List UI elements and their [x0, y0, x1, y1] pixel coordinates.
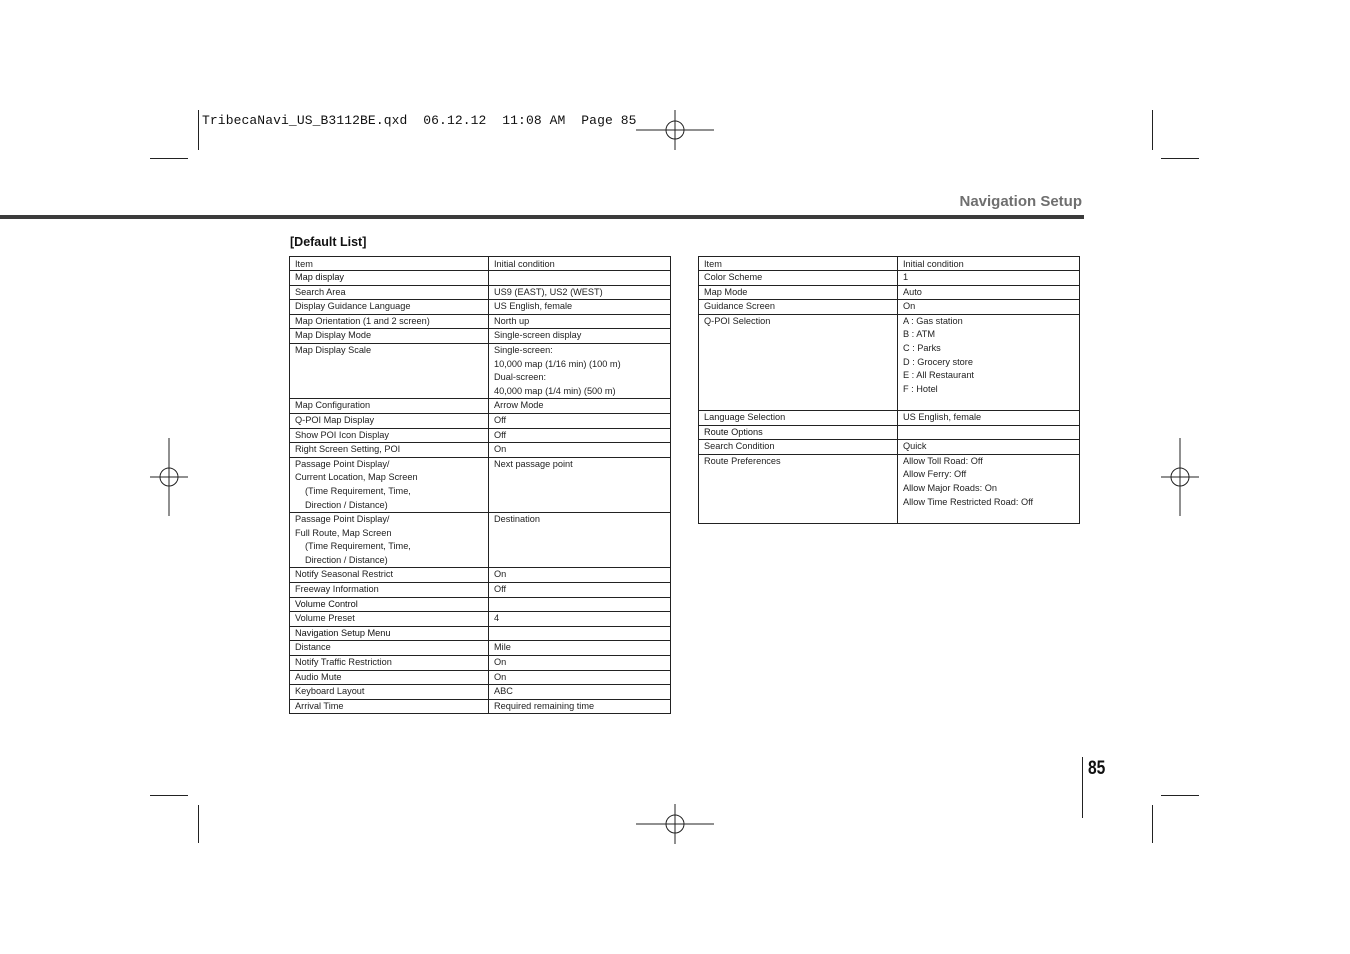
item-text: Show POI Icon Display — [295, 429, 389, 440]
table-row — [290, 443, 671, 458]
item-text: Navigation Setup Menu — [295, 627, 391, 638]
item-text: Display Guidance Language — [295, 301, 411, 312]
item-text: Notify Seasonal Restrict — [295, 569, 394, 580]
initial-condition-text — [494, 499, 665, 513]
column-header-initial-condition: Initial condition — [898, 257, 1080, 271]
initial-condition-text: On — [494, 657, 507, 668]
initial-condition-text: C : Parks — [903, 342, 941, 353]
crop-mark — [198, 805, 199, 843]
item-cell — [699, 285, 898, 300]
item-text — [704, 509, 892, 523]
initial-condition-cell — [489, 656, 671, 671]
item-cell — [290, 428, 489, 443]
table-row — [290, 626, 671, 641]
initial-condition-text — [494, 540, 665, 554]
page-number: 85 — [1088, 758, 1106, 779]
item-cell — [699, 271, 898, 286]
initial-condition-cell — [898, 300, 1080, 315]
initial-condition-text: A : Gas station — [903, 315, 963, 326]
table-row — [699, 440, 1080, 455]
initial-condition-text: F : Hotel — [903, 383, 938, 394]
item-text: Full Route, Map Screen — [295, 527, 392, 538]
initial-condition-text: US9 (EAST), US2 (WEST) — [494, 286, 603, 297]
table-row — [699, 300, 1080, 315]
default-list-heading: [Default List] — [290, 235, 367, 249]
initial-condition-text — [903, 509, 1074, 523]
initial-condition-cell — [489, 457, 671, 512]
table-row — [290, 413, 671, 428]
registration-mark-left — [150, 438, 188, 516]
initial-condition-cell — [489, 300, 671, 315]
initial-condition-cell — [489, 343, 671, 398]
initial-condition-text: Auto — [903, 286, 922, 297]
initial-condition-text: ABC — [494, 686, 513, 697]
initial-condition-text: Off — [494, 414, 507, 425]
item-cell — [699, 314, 898, 410]
table-group — [699, 271, 1080, 426]
item-cell — [290, 699, 489, 714]
initial-condition-text: On — [494, 671, 507, 682]
item-text: Guidance Screen — [704, 301, 775, 312]
initial-condition-cell — [489, 329, 671, 344]
initial-condition-text: 40,000 map (1/4 min) (500 m) — [494, 385, 616, 396]
initial-condition-text: Single-screen: — [494, 344, 553, 355]
item-text: (Time Requirement, Time, — [305, 541, 411, 552]
item-text: Direction / Distance) — [305, 499, 388, 510]
item-cell — [290, 285, 489, 300]
initial-condition-text: Destination — [494, 514, 540, 525]
item-text: Color Scheme — [704, 272, 763, 282]
item-text: Volume Control — [295, 598, 358, 609]
initial-condition-text: Single-screen display — [494, 330, 582, 341]
initial-condition-text — [494, 598, 665, 612]
item-cell — [290, 583, 489, 598]
initial-condition-cell — [489, 285, 671, 300]
item-text: Route Preferences — [704, 455, 781, 466]
table-row — [699, 410, 1080, 425]
initial-condition-text: Allow Major Roads: On — [903, 482, 997, 493]
item-cell — [290, 343, 489, 398]
initial-condition-cell — [489, 513, 671, 568]
initial-condition-cell — [489, 583, 671, 598]
initial-condition-text: Off — [494, 429, 507, 440]
item-text: Freeway Information — [295, 584, 379, 595]
item-text: Map Orientation (1 and 2 screen) — [295, 315, 430, 326]
item-text: (Time Requirement, Time, — [305, 485, 411, 496]
initial-condition-cell — [489, 314, 671, 329]
initial-condition-cell — [898, 425, 1080, 440]
initial-condition-cell — [489, 685, 671, 700]
item-text: Passage Point Display/ — [295, 514, 390, 525]
initial-condition-cell — [489, 597, 671, 612]
item-cell — [290, 685, 489, 700]
table-group — [699, 425, 1080, 523]
initial-condition-cell — [489, 699, 671, 714]
table-row — [290, 399, 671, 414]
item-text: Passage Point Display/ — [295, 458, 390, 469]
item-cell — [290, 329, 489, 344]
section-title: Navigation Setup — [959, 193, 1082, 210]
item-text — [704, 342, 892, 356]
item-cell — [699, 425, 898, 440]
item-text: Route Options — [704, 426, 763, 437]
item-text: Map Mode — [704, 286, 748, 297]
item-cell — [290, 314, 489, 329]
initial-condition-text — [494, 554, 665, 568]
initial-condition-text — [903, 426, 1074, 440]
registration-mark-bottom — [636, 804, 714, 844]
table-row — [290, 513, 671, 568]
column-header-item: Item — [290, 257, 489, 271]
item-text: Map Display Scale — [295, 344, 372, 355]
initial-condition-cell — [898, 440, 1080, 455]
table-group — [290, 597, 671, 626]
item-text: Keyboard Layout — [295, 686, 365, 697]
initial-condition-text — [494, 485, 665, 499]
initial-condition-text: Mile — [494, 642, 511, 653]
initial-condition-cell — [489, 271, 671, 286]
crop-mark — [1161, 158, 1199, 159]
item-text: Language Selection — [704, 411, 786, 422]
table-row — [290, 568, 671, 583]
table-row — [290, 583, 671, 598]
item-text: Arrival Time — [295, 700, 344, 711]
initial-condition-text: Dual-screen: — [494, 372, 547, 383]
initial-condition-text — [494, 527, 665, 541]
table-group — [290, 626, 671, 714]
header-rule — [0, 215, 1084, 219]
initial-condition-text: 4 — [494, 613, 500, 624]
item-cell — [290, 413, 489, 428]
column-header-initial-condition: Initial condition — [489, 257, 671, 271]
initial-condition-text — [494, 627, 665, 641]
crop-mark — [150, 158, 188, 159]
initial-condition-text: Off — [494, 584, 507, 595]
item-text — [704, 468, 892, 482]
initial-condition-text: Next passage point — [494, 458, 573, 469]
item-text: Right Screen Setting, POI — [295, 444, 401, 455]
initial-condition-text: On — [494, 444, 507, 455]
item-text: Q-POI Map Display — [295, 414, 375, 425]
initial-condition-text: US English, female — [903, 411, 982, 422]
initial-condition-cell — [898, 314, 1080, 410]
item-text — [295, 371, 483, 385]
crop-mark — [1152, 805, 1153, 843]
table-row — [290, 612, 671, 627]
table-row — [290, 699, 671, 714]
initial-condition-text: B : ATM — [903, 329, 935, 340]
item-text: Search Area — [295, 286, 346, 297]
initial-condition-cell — [898, 285, 1080, 300]
item-text — [704, 356, 892, 370]
initial-condition-cell — [898, 454, 1080, 523]
item-text — [704, 396, 892, 410]
item-cell — [290, 443, 489, 458]
item-text: Distance — [295, 642, 331, 653]
initial-condition-text: Allow Time Restricted Road: Off — [903, 496, 1034, 507]
table-header-row — [290, 257, 671, 271]
page-number-rule — [1082, 757, 1083, 818]
initial-condition-text: E : All Restaurant — [903, 370, 974, 381]
item-text — [704, 482, 892, 496]
registration-mark-top — [636, 110, 714, 150]
initial-condition-cell — [489, 428, 671, 443]
initial-condition-text: Allow Toll Road: Off — [903, 455, 983, 466]
initial-condition-text: On — [494, 569, 507, 580]
item-cell — [290, 626, 489, 641]
table-row — [290, 685, 671, 700]
initial-condition-cell — [489, 413, 671, 428]
item-text — [704, 496, 892, 510]
table-row — [699, 285, 1080, 300]
table-row — [699, 454, 1080, 523]
initial-condition-cell — [489, 626, 671, 641]
item-text: Map Configuration — [295, 400, 371, 411]
table-row — [290, 641, 671, 656]
initial-condition-cell — [898, 271, 1080, 286]
initial-condition-cell — [489, 612, 671, 627]
item-text — [704, 328, 892, 342]
item-cell — [290, 399, 489, 414]
item-cell — [699, 300, 898, 315]
item-cell — [290, 568, 489, 583]
item-text: Volume Preset — [295, 613, 355, 624]
item-cell — [290, 597, 489, 612]
item-cell — [290, 513, 489, 568]
item-text: Q-POI Selection — [704, 315, 771, 326]
column-header-item: Item — [699, 257, 898, 271]
item-text — [704, 383, 892, 397]
initial-condition-text: Allow Ferry: Off — [903, 469, 967, 480]
crop-mark — [1152, 110, 1153, 150]
item-text — [295, 358, 483, 372]
table-row — [290, 300, 671, 315]
item-text: Map display — [295, 272, 345, 282]
table-row — [699, 425, 1080, 440]
item-text: Current Location, Map Screen — [295, 472, 418, 483]
item-cell — [699, 440, 898, 455]
item-text: Direction / Distance) — [305, 554, 388, 565]
initial-condition-text: On — [903, 301, 916, 312]
default-list-table-left — [289, 256, 671, 714]
item-cell — [290, 670, 489, 685]
table-header-row — [699, 257, 1080, 271]
default-list-table-right — [698, 256, 1080, 524]
slug-line: TribecaNavi_US_B3112BE.qxd 06.12.12 11:08 AM Page 85 — [202, 113, 637, 128]
table-row — [290, 343, 671, 398]
initial-condition-text: Arrow Mode — [494, 400, 544, 411]
initial-condition-cell — [489, 641, 671, 656]
initial-condition-text — [494, 471, 665, 485]
table-group — [290, 271, 671, 598]
item-text: Audio Mute — [295, 671, 342, 682]
table-row — [290, 457, 671, 512]
initial-condition-text — [494, 271, 665, 285]
item-cell — [290, 300, 489, 315]
initial-condition-text: North up — [494, 315, 530, 326]
item-cell — [699, 410, 898, 425]
initial-condition-cell — [489, 399, 671, 414]
initial-condition-cell — [489, 670, 671, 685]
item-cell — [290, 271, 489, 286]
initial-condition-text: Quick — [903, 441, 927, 452]
item-cell — [290, 656, 489, 671]
table-row — [290, 314, 671, 329]
crop-mark — [198, 110, 199, 150]
item-text: Map Display Mode — [295, 330, 372, 341]
table-row — [290, 670, 671, 685]
item-cell — [290, 612, 489, 627]
table-row — [290, 271, 671, 286]
item-text: Notify Traffic Restriction — [295, 657, 392, 668]
initial-condition-text: Required remaining time — [494, 700, 595, 711]
crop-mark — [150, 795, 188, 796]
initial-condition-text: 1 — [903, 272, 909, 282]
table-row — [290, 656, 671, 671]
initial-condition-cell — [489, 443, 671, 458]
item-text — [295, 385, 483, 399]
item-cell — [699, 454, 898, 523]
table-row — [699, 271, 1080, 286]
registration-mark-right — [1161, 438, 1199, 516]
crop-mark — [1161, 795, 1199, 796]
initial-condition-text — [903, 396, 1074, 410]
table-row — [699, 314, 1080, 410]
item-cell — [290, 641, 489, 656]
item-text — [704, 369, 892, 383]
initial-condition-cell — [898, 410, 1080, 425]
item-cell — [290, 457, 489, 512]
initial-condition-text: D : Grocery store — [903, 356, 973, 367]
table-row — [290, 428, 671, 443]
table-row — [290, 597, 671, 612]
item-text: Search Condition — [704, 441, 775, 452]
table-row — [290, 285, 671, 300]
table-row — [290, 329, 671, 344]
initial-condition-cell — [489, 568, 671, 583]
initial-condition-text: 10,000 map (1/16 min) (100 m) — [494, 358, 621, 369]
initial-condition-text: US English, female — [494, 301, 573, 312]
